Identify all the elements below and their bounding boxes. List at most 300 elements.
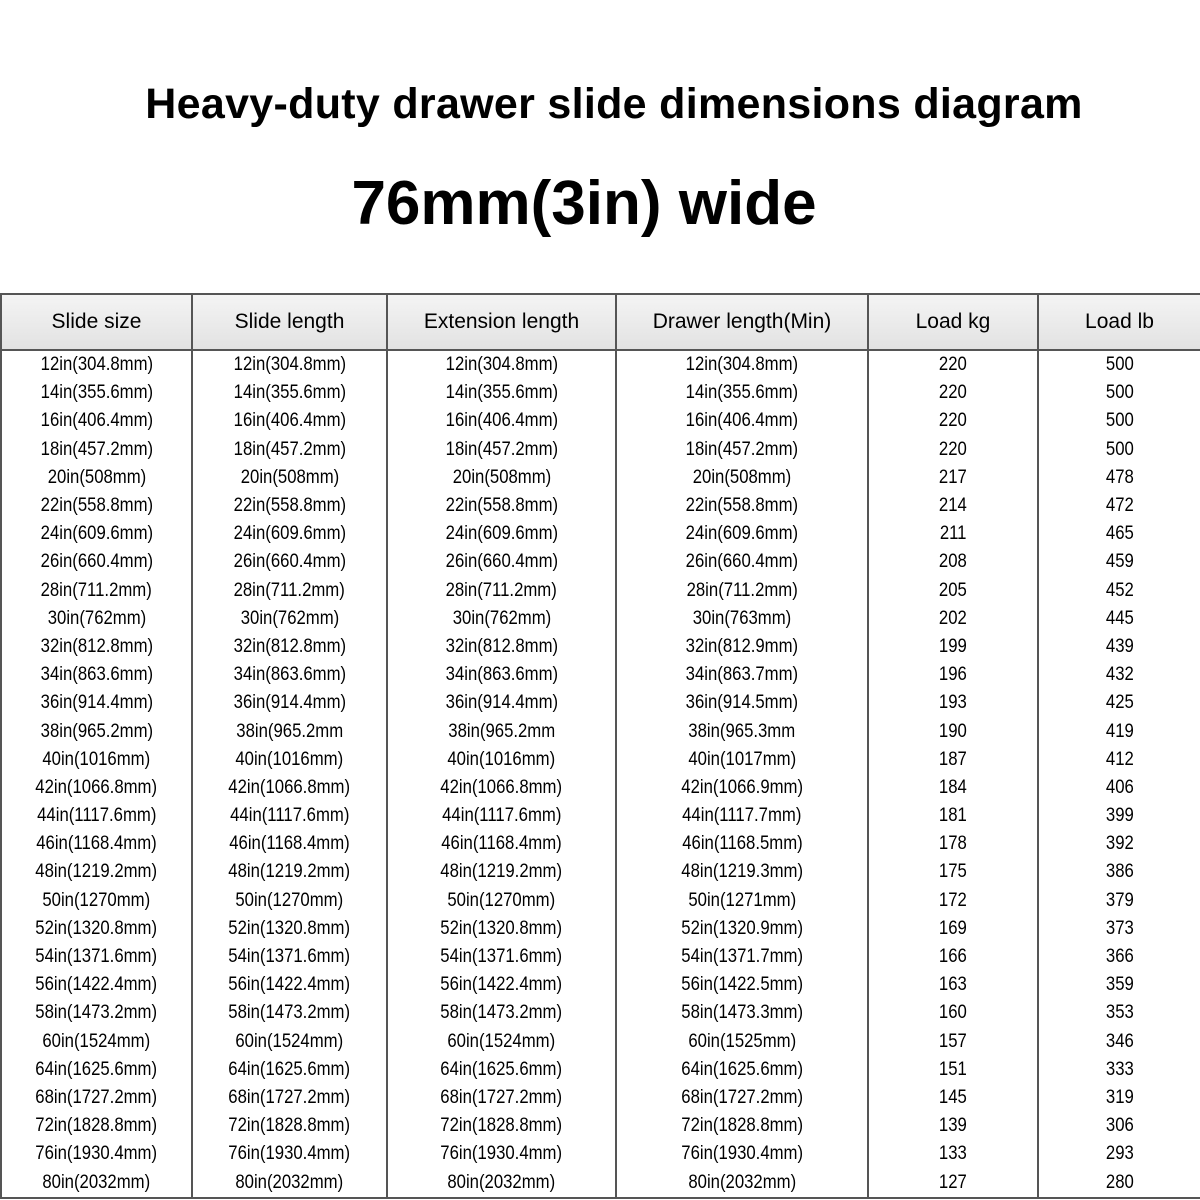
cell-text: 48in(1219.2mm) [440, 861, 563, 883]
cell-text: 220 [939, 382, 967, 404]
load-kg-cell [868, 1140, 1038, 1168]
cell-text: 76in(1930.4mm) [228, 1143, 351, 1165]
load-kg-cell [868, 971, 1038, 999]
table-row [1, 717, 1200, 745]
cell-text: 68in(1727.2mm) [681, 1086, 803, 1108]
slide-size-cell [1, 350, 192, 379]
load-kg-cell [868, 915, 1038, 943]
table-row [1, 577, 1200, 605]
cell-text: 18in(457.2mm) [685, 438, 799, 460]
extension-length-cell [387, 548, 616, 576]
drawer-length-cell [616, 350, 868, 379]
cell-text: 199 [939, 635, 967, 657]
table-row [1, 802, 1200, 830]
slide-length-cell [192, 971, 387, 999]
cell-text: 181 [939, 805, 967, 827]
extension-length-cell [387, 464, 616, 492]
drawer-length-cell [616, 717, 868, 745]
cell-text: 46in(1168.4mm) [36, 833, 157, 855]
cell-text: 32in(812.8mm) [40, 635, 153, 657]
cell-text: 12in(304.8mm) [233, 354, 346, 376]
table-row [1, 633, 1200, 661]
cell-text: 54in(1371.6mm) [35, 946, 158, 968]
drawer-length-cell [616, 436, 868, 464]
slide-size-cell [1, 492, 192, 520]
cell-text: 12in(304.8mm) [445, 354, 558, 376]
load-kg-cell [868, 548, 1038, 576]
slide-size-cell [1, 407, 192, 435]
cell-text: 52in(1320.8mm) [228, 917, 351, 939]
slide-size-cell [1, 379, 192, 407]
cell-text: 60in(1524mm) [235, 1030, 344, 1052]
load-lb-cell [1038, 548, 1200, 576]
load-kg-cell [868, 407, 1038, 435]
slide-size-cell [1, 943, 192, 971]
load-lb-cell [1038, 605, 1200, 633]
cell-text: 412 [1105, 748, 1134, 770]
slide-size-cell [1, 971, 192, 999]
load-kg-cell [868, 1168, 1038, 1197]
cell-text: 50in(1270mm) [235, 889, 344, 911]
cell-text: 163 [939, 974, 967, 996]
cell-text: 399 [1105, 805, 1134, 827]
cell-text: 169 [939, 917, 967, 939]
cell-text: 28in(711.2mm) [686, 579, 798, 601]
cell-text: 30in(762mm) [452, 607, 551, 629]
drawer-length-cell [616, 1084, 868, 1112]
table-body [1, 350, 1200, 1198]
cell-text: 419 [1105, 720, 1134, 742]
drawer-length-cell [616, 887, 868, 915]
slide-size-cell [1, 1168, 192, 1197]
drawer-length-cell [616, 492, 868, 520]
slide-size-cell [1, 887, 192, 915]
slide-length-cell [192, 830, 387, 858]
cell-text: 76in(1930.4mm) [440, 1143, 563, 1165]
load-kg-cell [868, 350, 1038, 379]
slide-length-cell [192, 999, 387, 1027]
cell-text: 319 [1105, 1086, 1134, 1108]
extension-length-cell [387, 1084, 616, 1112]
cell-text: 46in(1168.5mm) [681, 833, 803, 855]
cell-text: 44in(1117.7mm) [682, 805, 802, 827]
slide-length-cell [192, 746, 387, 774]
header-load-kg: Load kg [868, 294, 1038, 350]
cell-text: 60in(1525mm) [688, 1030, 796, 1052]
cell-text: 406 [1105, 776, 1134, 798]
cell-text: 16in(406.4mm) [445, 410, 558, 432]
cell-text: 40in(1016mm) [447, 748, 556, 770]
cell-text: 30in(762mm) [240, 607, 339, 629]
load-lb-cell [1038, 661, 1200, 689]
cell-text: 64in(1625.6mm) [681, 1058, 803, 1080]
load-kg-cell [868, 858, 1038, 886]
load-kg-cell [868, 577, 1038, 605]
cell-text: 50in(1270mm) [42, 889, 151, 911]
header-slide-length: Slide length [192, 294, 387, 350]
extension-length-cell [387, 971, 616, 999]
cell-text: 52in(1320.8mm) [440, 917, 563, 939]
slide-length-cell [192, 661, 387, 689]
cell-text: 48in(1219.2mm) [228, 861, 351, 883]
extension-length-cell [387, 1168, 616, 1197]
load-kg-cell [868, 830, 1038, 858]
cell-text: 46in(1168.4mm) [229, 833, 350, 855]
load-lb-cell [1038, 577, 1200, 605]
extension-length-cell [387, 717, 616, 745]
cell-text: 160 [939, 1002, 967, 1024]
load-kg-cell [868, 633, 1038, 661]
cell-text: 280 [1105, 1171, 1134, 1193]
cell-text: 20in(508mm) [692, 466, 792, 488]
table-row [1, 943, 1200, 971]
extension-length-cell [387, 492, 616, 520]
table-row [1, 999, 1200, 1027]
slide-length-cell [192, 492, 387, 520]
load-lb-cell [1038, 774, 1200, 802]
table-row [1, 689, 1200, 717]
cell-text: 26in(660.4mm) [40, 551, 153, 573]
cell-text: 14in(355.6mm) [40, 382, 153, 404]
slide-length-cell [192, 1028, 387, 1056]
cell-text: 14in(355.6mm) [445, 382, 558, 404]
load-lb-cell [1038, 830, 1200, 858]
cell-text: 14in(355.6mm) [233, 382, 346, 404]
cell-text: 80in(2032mm) [235, 1171, 344, 1193]
cell-text: 12in(304.8mm) [40, 354, 153, 376]
table-row [1, 1056, 1200, 1084]
load-kg-cell [868, 887, 1038, 915]
cell-text: 26in(660.4mm) [685, 551, 799, 573]
cell-text: 184 [939, 776, 967, 798]
table-row [1, 1140, 1200, 1168]
slide-length-cell [192, 915, 387, 943]
slide-length-cell [192, 943, 387, 971]
slide-length-cell [192, 774, 387, 802]
table-row [1, 379, 1200, 407]
slide-length-cell [192, 605, 387, 633]
table-row [1, 1084, 1200, 1112]
drawer-length-cell [616, 802, 868, 830]
load-lb-cell [1038, 1140, 1200, 1168]
cell-text: 32in(812.8mm) [233, 635, 346, 657]
table-row [1, 1168, 1200, 1197]
cell-text: 28in(711.2mm) [233, 579, 346, 601]
drawer-length-cell [616, 605, 868, 633]
slide-size-cell [1, 999, 192, 1027]
table-row [1, 464, 1200, 492]
cell-text: 16in(406.4mm) [40, 410, 153, 432]
cell-text: 68in(1727.2mm) [228, 1086, 351, 1108]
load-kg-cell [868, 436, 1038, 464]
cell-text: 20in(508mm) [240, 466, 339, 488]
cell-text: 26in(660.4mm) [233, 551, 346, 573]
cell-text: 56in(1422.4mm) [440, 974, 563, 996]
table-header [1, 294, 1200, 350]
extension-length-cell [387, 407, 616, 435]
cell-text: 76in(1930.4mm) [35, 1143, 158, 1165]
cell-text: 68in(1727.2mm) [35, 1086, 158, 1108]
table-row [1, 605, 1200, 633]
cell-text: 46in(1168.4mm) [441, 833, 562, 855]
extension-length-cell [387, 577, 616, 605]
slide-size-cell [1, 915, 192, 943]
extension-length-cell [387, 350, 616, 379]
drawer-length-cell [616, 858, 868, 886]
load-kg-cell [868, 802, 1038, 830]
cell-text: 36in(914.4mm) [445, 692, 558, 714]
table-row [1, 436, 1200, 464]
slide-length-cell [192, 464, 387, 492]
cell-text: 30in(763mm) [692, 607, 792, 629]
cell-text: 24in(609.6mm) [40, 523, 153, 545]
cell-text: 80in(2032mm) [447, 1171, 556, 1193]
cell-text: 500 [1105, 410, 1134, 432]
page-title: Heavy-duty drawer slide dimensions diagram [145, 80, 1083, 128]
cell-text: 60in(1524mm) [42, 1030, 151, 1052]
cell-text: 76in(1930.4mm) [681, 1143, 803, 1165]
cell-text: 32in(812.8mm) [445, 635, 558, 657]
slide-size-cell [1, 689, 192, 717]
cell-text: 22in(558.8mm) [40, 495, 153, 517]
cell-text: 48in(1219.2mm) [35, 861, 158, 883]
drawer-length-cell [616, 464, 868, 492]
header-row [1, 294, 1200, 350]
cell-text: 36in(914.4mm) [233, 692, 346, 714]
extension-length-cell [387, 661, 616, 689]
cell-text: 478 [1105, 466, 1134, 488]
cell-text: 24in(609.6mm) [445, 523, 558, 545]
table-row [1, 746, 1200, 774]
drawer-length-cell [616, 689, 868, 717]
load-lb-cell [1038, 858, 1200, 886]
cell-text: 12in(304.8mm) [685, 354, 799, 376]
drawer-length-cell [616, 1028, 868, 1056]
table-row [1, 887, 1200, 915]
cell-text: 208 [939, 551, 967, 573]
extension-length-cell [387, 774, 616, 802]
cell-text: 425 [1105, 692, 1134, 714]
cell-text: 72in(1828.8mm) [228, 1115, 351, 1137]
slide-length-cell [192, 633, 387, 661]
cell-text: 220 [939, 354, 967, 376]
drawer-length-cell [616, 746, 868, 774]
cell-text: 366 [1105, 946, 1134, 968]
drawer-length-cell [616, 1140, 868, 1168]
slide-length-cell [192, 1056, 387, 1084]
cell-text: 500 [1105, 438, 1134, 460]
slide-length-cell [192, 802, 387, 830]
cell-text: 196 [939, 664, 967, 686]
slide-size-cell [1, 1112, 192, 1140]
cell-text: 40in(1016mm) [235, 748, 344, 770]
cell-text: 24in(609.6mm) [233, 523, 346, 545]
table-row [1, 350, 1200, 379]
cell-text: 133 [939, 1143, 967, 1165]
cell-text: 64in(1625.6mm) [35, 1058, 158, 1080]
load-kg-cell [868, 1084, 1038, 1112]
extension-length-cell [387, 520, 616, 548]
slide-size-cell [1, 633, 192, 661]
load-lb-cell [1038, 464, 1200, 492]
slide-size-cell [1, 1084, 192, 1112]
cell-text: 16in(406.4mm) [233, 410, 346, 432]
cell-text: 472 [1105, 495, 1134, 517]
cell-text: 178 [939, 833, 967, 855]
slide-length-cell [192, 1168, 387, 1197]
drawer-length-cell [616, 577, 868, 605]
load-lb-cell [1038, 915, 1200, 943]
cell-text: 18in(457.2mm) [233, 438, 346, 460]
extension-length-cell [387, 915, 616, 943]
extension-length-cell [387, 887, 616, 915]
slide-length-cell [192, 436, 387, 464]
load-kg-cell [868, 661, 1038, 689]
cell-text: 42in(1066.8mm) [440, 776, 563, 798]
drawer-length-cell [616, 999, 868, 1027]
cell-text: 172 [939, 889, 967, 911]
cell-text: 52in(1320.8mm) [35, 917, 158, 939]
extension-length-cell [387, 830, 616, 858]
cell-text: 64in(1625.6mm) [228, 1058, 351, 1080]
cell-text: 211 [939, 523, 967, 545]
cell-text: 306 [1105, 1115, 1134, 1137]
cell-text: 22in(558.8mm) [445, 495, 558, 517]
cell-text: 80in(2032mm) [688, 1171, 796, 1193]
cell-text: 175 [939, 861, 967, 883]
cell-text: 205 [939, 579, 967, 601]
load-lb-cell [1038, 887, 1200, 915]
cell-text: 459 [1105, 551, 1134, 573]
load-kg-cell [868, 464, 1038, 492]
cell-text: 38in(965.2mm [448, 720, 555, 742]
drawer-length-cell [616, 971, 868, 999]
load-lb-cell [1038, 1084, 1200, 1112]
slide-length-cell [192, 858, 387, 886]
drawer-length-cell [616, 830, 868, 858]
drawer-length-cell [616, 661, 868, 689]
cell-text: 40in(1016mm) [42, 748, 151, 770]
load-lb-cell [1038, 1112, 1200, 1140]
slide-size-cell [1, 746, 192, 774]
extension-length-cell [387, 1056, 616, 1084]
table-row [1, 548, 1200, 576]
slide-length-cell [192, 1112, 387, 1140]
cell-text: 190 [939, 720, 967, 742]
drawer-length-cell [616, 774, 868, 802]
slide-size-cell [1, 548, 192, 576]
load-kg-cell [868, 689, 1038, 717]
extension-length-cell [387, 436, 616, 464]
cell-text: 373 [1105, 917, 1134, 939]
cell-text: 452 [1105, 579, 1134, 601]
slide-size-cell [1, 1140, 192, 1168]
slide-size-cell [1, 605, 192, 633]
load-lb-cell [1038, 1028, 1200, 1056]
extension-length-cell [387, 689, 616, 717]
cell-text: 56in(1422.5mm) [681, 974, 803, 996]
load-kg-cell [868, 1028, 1038, 1056]
slide-size-cell [1, 464, 192, 492]
load-kg-cell [868, 520, 1038, 548]
load-kg-cell [868, 717, 1038, 745]
cell-text: 56in(1422.4mm) [35, 974, 158, 996]
cell-text: 16in(406.4mm) [685, 410, 799, 432]
slide-size-cell [1, 577, 192, 605]
cell-text: 36in(914.4mm) [40, 692, 153, 714]
table-row [1, 971, 1200, 999]
cell-text: 220 [939, 438, 967, 460]
cell-text: 145 [939, 1086, 967, 1108]
cell-text: 386 [1105, 861, 1134, 883]
load-lb-cell [1038, 746, 1200, 774]
slide-length-cell [192, 1084, 387, 1112]
cell-text: 465 [1105, 523, 1134, 545]
cell-text: 72in(1828.8mm) [681, 1115, 803, 1137]
cell-text: 50in(1271mm) [688, 889, 796, 911]
header-slide-size: Slide size [1, 294, 192, 350]
table-row [1, 520, 1200, 548]
slide-length-cell [192, 548, 387, 576]
load-kg-cell [868, 605, 1038, 633]
cell-text: 42in(1066.8mm) [228, 776, 351, 798]
cell-text: 193 [939, 692, 967, 714]
cell-text: 353 [1105, 1002, 1134, 1024]
extension-length-cell [387, 802, 616, 830]
cell-text: 40in(1017mm) [688, 748, 796, 770]
cell-text: 58in(1473.3mm) [681, 1002, 803, 1024]
dimensions-table [0, 293, 1200, 1199]
cell-text: 14in(355.6mm) [685, 382, 799, 404]
load-lb-cell [1038, 520, 1200, 548]
cell-text: 214 [939, 495, 967, 517]
cell-text: 44in(1117.6mm) [36, 805, 157, 827]
cell-text: 392 [1105, 833, 1134, 855]
drawer-length-cell [616, 915, 868, 943]
slide-size-cell [1, 774, 192, 802]
cell-text: 44in(1117.6mm) [441, 805, 562, 827]
slide-size-cell [1, 717, 192, 745]
cell-text: 44in(1117.6mm) [229, 805, 350, 827]
cell-text: 58in(1473.2mm) [228, 1002, 351, 1024]
cell-text: 22in(558.8mm) [233, 495, 346, 517]
cell-text: 217 [939, 466, 967, 488]
slide-length-cell [192, 689, 387, 717]
cell-text: 18in(457.2mm) [40, 438, 153, 460]
cell-text: 80in(2032mm) [42, 1171, 151, 1193]
cell-text: 220 [939, 410, 967, 432]
cell-text: 38in(965.2mm) [40, 720, 153, 742]
table-row [1, 492, 1200, 520]
cell-text: 500 [1105, 354, 1134, 376]
cell-text: 28in(711.2mm) [40, 579, 153, 601]
cell-text: 151 [939, 1058, 967, 1080]
cell-text: 50in(1270mm) [447, 889, 556, 911]
cell-text: 139 [939, 1115, 967, 1137]
extension-length-cell [387, 605, 616, 633]
slide-length-cell [192, 407, 387, 435]
slide-length-cell [192, 717, 387, 745]
load-kg-cell [868, 999, 1038, 1027]
drawer-length-cell [616, 1056, 868, 1084]
load-lb-cell [1038, 689, 1200, 717]
cell-text: 34in(863.6mm) [40, 664, 153, 686]
load-lb-cell [1038, 717, 1200, 745]
load-lb-cell [1038, 999, 1200, 1027]
cell-text: 54in(1371.7mm) [681, 946, 803, 968]
cell-text: 333 [1105, 1058, 1134, 1080]
header-load-lb: Load lb [1038, 294, 1200, 350]
